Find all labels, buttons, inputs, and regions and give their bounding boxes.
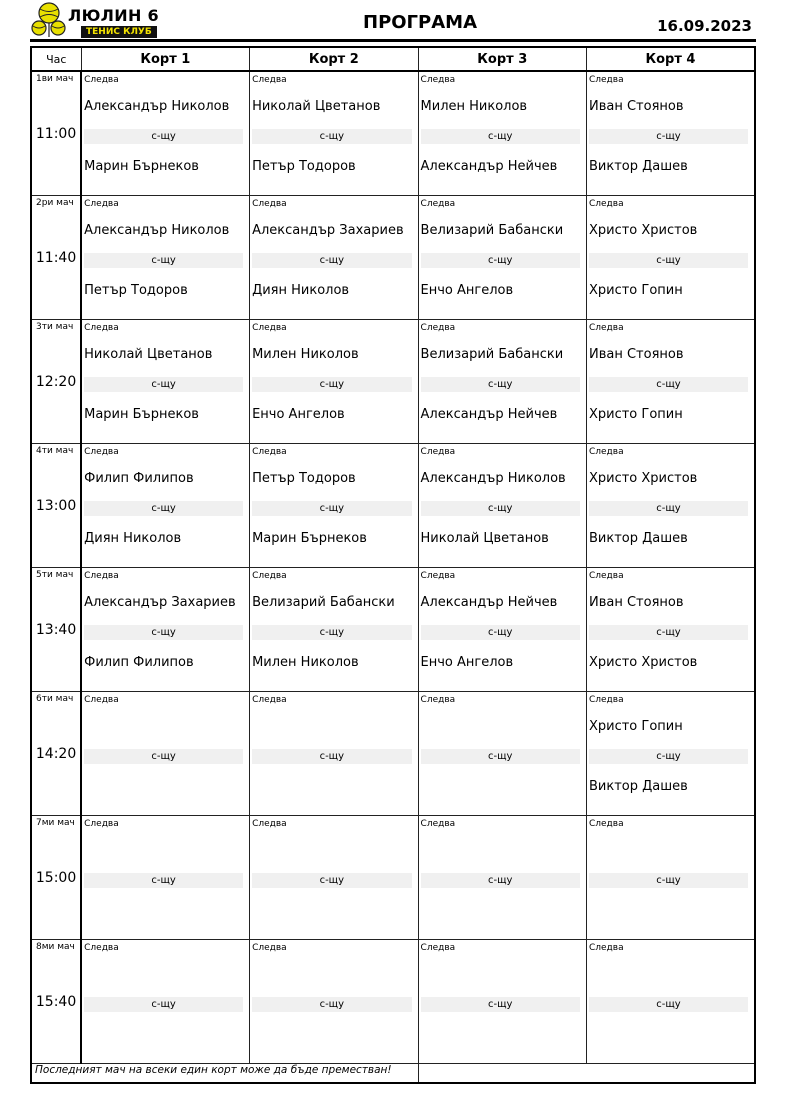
player-two: Христо Гопин [588,283,683,298]
footer-empty-cell [418,1064,755,1084]
header-divider [30,39,756,42]
player-two: Петър Тодоров [84,283,188,298]
next-label: Следва [588,75,624,85]
versus-label: с-щу [84,625,243,640]
next-label: Следва [588,447,624,457]
match-number: 4ти мач [36,446,74,456]
time-cell [31,692,81,816]
player-two: Виктор Дашев [588,779,688,794]
player-one: Велизарий Бабански [420,223,564,238]
match-cell [586,940,755,1064]
versus-label: с-щу [421,253,580,268]
player-one: Иван Стоянов [588,595,684,610]
player-two: Марин Бърнеков [84,407,199,422]
match-cell [418,320,586,444]
match-number: 8ми мач [36,942,75,952]
versus-label: с-щу [252,253,411,268]
player-two: Филип Филипов [84,655,194,670]
time-cell [31,816,81,940]
player-one: Иван Стоянов [588,347,684,362]
versus-label: с-щу [421,997,580,1012]
next-label: Следва [84,323,119,333]
versus-label: с-щу [84,129,243,144]
player-one: Николай Цветанов [252,99,381,114]
footer-note: Последният мач на всеки един корт може да бъде преместван! [31,1064,418,1084]
versus-label: с-щу [252,625,411,640]
player-one: Велизарий Бабански [420,347,564,362]
next-label: Следва [420,199,456,209]
table-row [31,196,755,320]
schedule-date: 16.09.2023 [657,17,752,35]
player-one: Александър Нейчев [420,595,558,610]
match-time: 13:40 [35,622,77,638]
player-one: Александър Николов [84,99,230,114]
player-two: Виктор Дашев [588,531,688,546]
next-label: Следва [252,943,287,953]
match-cell [586,444,755,568]
time-cell [31,940,81,1064]
versus-label: с-щу [252,129,411,144]
next-label: Следва [588,695,624,705]
match-cell [418,71,586,196]
match-number: 7ми мач [36,818,75,828]
next-label: Следва [84,199,119,209]
next-label: Следва [252,323,287,333]
next-label: Следва [420,695,456,705]
time-cell [31,71,81,196]
versus-label: с-щу [589,749,748,764]
match-cell [250,940,418,1064]
match-cell [81,940,249,1064]
club-name: ЛЮЛИН 6 [68,6,159,25]
next-label: Следва [252,571,287,581]
versus-label: с-щу [252,377,411,392]
next-label: Следва [84,571,119,581]
court-header: Корт 4 [586,47,755,71]
next-label: Следва [84,819,119,829]
time-cell [31,568,81,692]
club-subtitle: ТЕНИС КЛУБ [81,26,157,38]
match-number: 3ти мач [36,322,74,332]
versus-label: с-щу [252,997,411,1012]
player-two: Христо Христов [588,655,698,670]
versus-label: с-щу [589,997,748,1012]
next-label: Следва [252,447,287,457]
match-cell [418,940,586,1064]
next-label: Следва [588,943,624,953]
time-cell [31,196,81,320]
match-cell [250,692,418,816]
match-cell [81,568,249,692]
player-one: Филип Филипов [84,471,194,486]
match-number: 6ти мач [36,694,74,704]
match-cell [418,692,586,816]
table-row [31,444,755,568]
player-two: Марин Бърнеков [252,531,367,546]
versus-label: с-щу [589,873,748,888]
next-label: Следва [420,323,456,333]
next-label: Следва [420,75,456,85]
versus-label: с-щу [84,997,243,1012]
next-label: Следва [252,199,287,209]
next-label: Следва [252,819,287,829]
versus-label: с-щу [421,749,580,764]
versus-label: с-щу [421,377,580,392]
match-time: 13:00 [35,498,77,514]
player-one: Александър Захариев [84,595,236,610]
player-one: Христо Гопин [588,719,683,734]
player-one: Милен Николов [420,99,528,114]
next-label: Следва [84,695,119,705]
versus-label: с-щу [252,749,411,764]
table-header-row [31,47,755,71]
versus-label: с-щу [252,873,411,888]
player-one: Александър Николов [420,471,566,486]
table-row [31,692,755,816]
match-time: 11:00 [35,126,77,142]
versus-label: с-щу [421,625,580,640]
versus-label: с-щу [421,873,580,888]
match-number: 1ви мач [36,74,74,84]
player-two: Марин Бърнеков [84,159,199,174]
versus-label: с-щу [589,501,748,516]
next-label: Следва [252,695,287,705]
court-header: Корт 3 [418,47,586,71]
next-label: Следва [84,447,119,457]
versus-label: с-щу [84,377,243,392]
versus-label: с-щу [589,129,748,144]
player-two: Александър Нейчев [420,407,558,422]
next-label: Следва [588,199,624,209]
player-two: Енчо Ангелов [420,655,514,670]
next-label: Следва [420,819,456,829]
match-cell [418,196,586,320]
next-label: Следва [588,571,624,581]
match-cell [250,816,418,940]
player-one: Александър Николов [84,223,230,238]
match-number: 5ти мач [36,570,74,580]
player-two: Диян Николов [84,531,182,546]
player-two: Петър Тодоров [252,159,356,174]
time-cell [31,320,81,444]
match-cell [250,320,418,444]
player-one: Велизарий Бабански [252,595,395,610]
court-header: Корт 2 [250,47,418,71]
versus-label: с-щу [421,501,580,516]
versus-label: с-щу [84,501,243,516]
match-cell [250,196,418,320]
court-header: Корт 1 [81,47,249,71]
match-cell [418,568,586,692]
player-one: Милен Николов [252,347,359,362]
player-two: Николай Цветанов [420,531,549,546]
versus-label: с-щу [252,501,411,516]
footer-row [31,1064,755,1084]
match-cell [586,196,755,320]
match-cell [81,692,249,816]
player-two: Диян Николов [252,283,350,298]
match-cell [418,444,586,568]
versus-label: с-щу [84,253,243,268]
versus-label: с-щу [421,129,580,144]
match-cell [586,568,755,692]
match-cell [586,71,755,196]
match-time: 12:20 [35,374,77,390]
match-number: 2ри мач [36,198,74,208]
player-two: Христо Гопин [588,407,683,422]
next-label: Следва [420,447,456,457]
hour-column-header: Час [31,47,81,71]
match-time: 14:20 [35,746,77,762]
match-time: 15:40 [35,994,77,1010]
versus-label: с-щу [84,873,243,888]
player-one: Александър Захариев [252,223,404,238]
match-cell [418,816,586,940]
match-cell [250,568,418,692]
next-label: Следва [420,943,456,953]
match-cell [250,71,418,196]
versus-label: с-щу [84,749,243,764]
next-label: Следва [84,943,119,953]
player-two: Милен Николов [252,655,359,670]
versus-label: с-щу [589,377,748,392]
next-label: Следва [84,75,119,85]
match-time: 11:40 [35,250,77,266]
schedule-table [30,46,756,1084]
player-two: Енчо Ангелов [252,407,345,422]
next-label: Следва [588,819,624,829]
next-label: Следва [588,323,624,333]
match-cell [586,816,755,940]
match-time: 15:00 [35,870,77,886]
table-row [31,568,755,692]
match-cell [586,692,755,816]
player-one: Иван Стоянов [588,99,684,114]
player-two: Александър Нейчев [420,159,558,174]
player-one: Петър Тодоров [252,471,356,486]
table-row [31,816,755,940]
player-one: Христо Христов [588,471,698,486]
player-two: Виктор Дашев [588,159,688,174]
page-header [30,0,756,40]
table-row [31,320,755,444]
match-cell [81,444,249,568]
player-one: Христо Христов [588,223,698,238]
versus-label: с-щу [589,253,748,268]
time-cell [31,444,81,568]
match-cell [250,444,418,568]
page-title: ПРОГРАМА [363,12,477,33]
next-label: Следва [252,75,287,85]
player-two: Енчо Ангелов [420,283,514,298]
player-one: Николай Цветанов [84,347,213,362]
table-row [31,71,755,196]
next-label: Следва [420,571,456,581]
match-cell [81,816,249,940]
match-cell [81,196,249,320]
table-row [31,940,755,1064]
versus-label: с-щу [589,625,748,640]
match-cell [81,320,249,444]
match-cell [81,71,249,196]
match-cell [586,320,755,444]
